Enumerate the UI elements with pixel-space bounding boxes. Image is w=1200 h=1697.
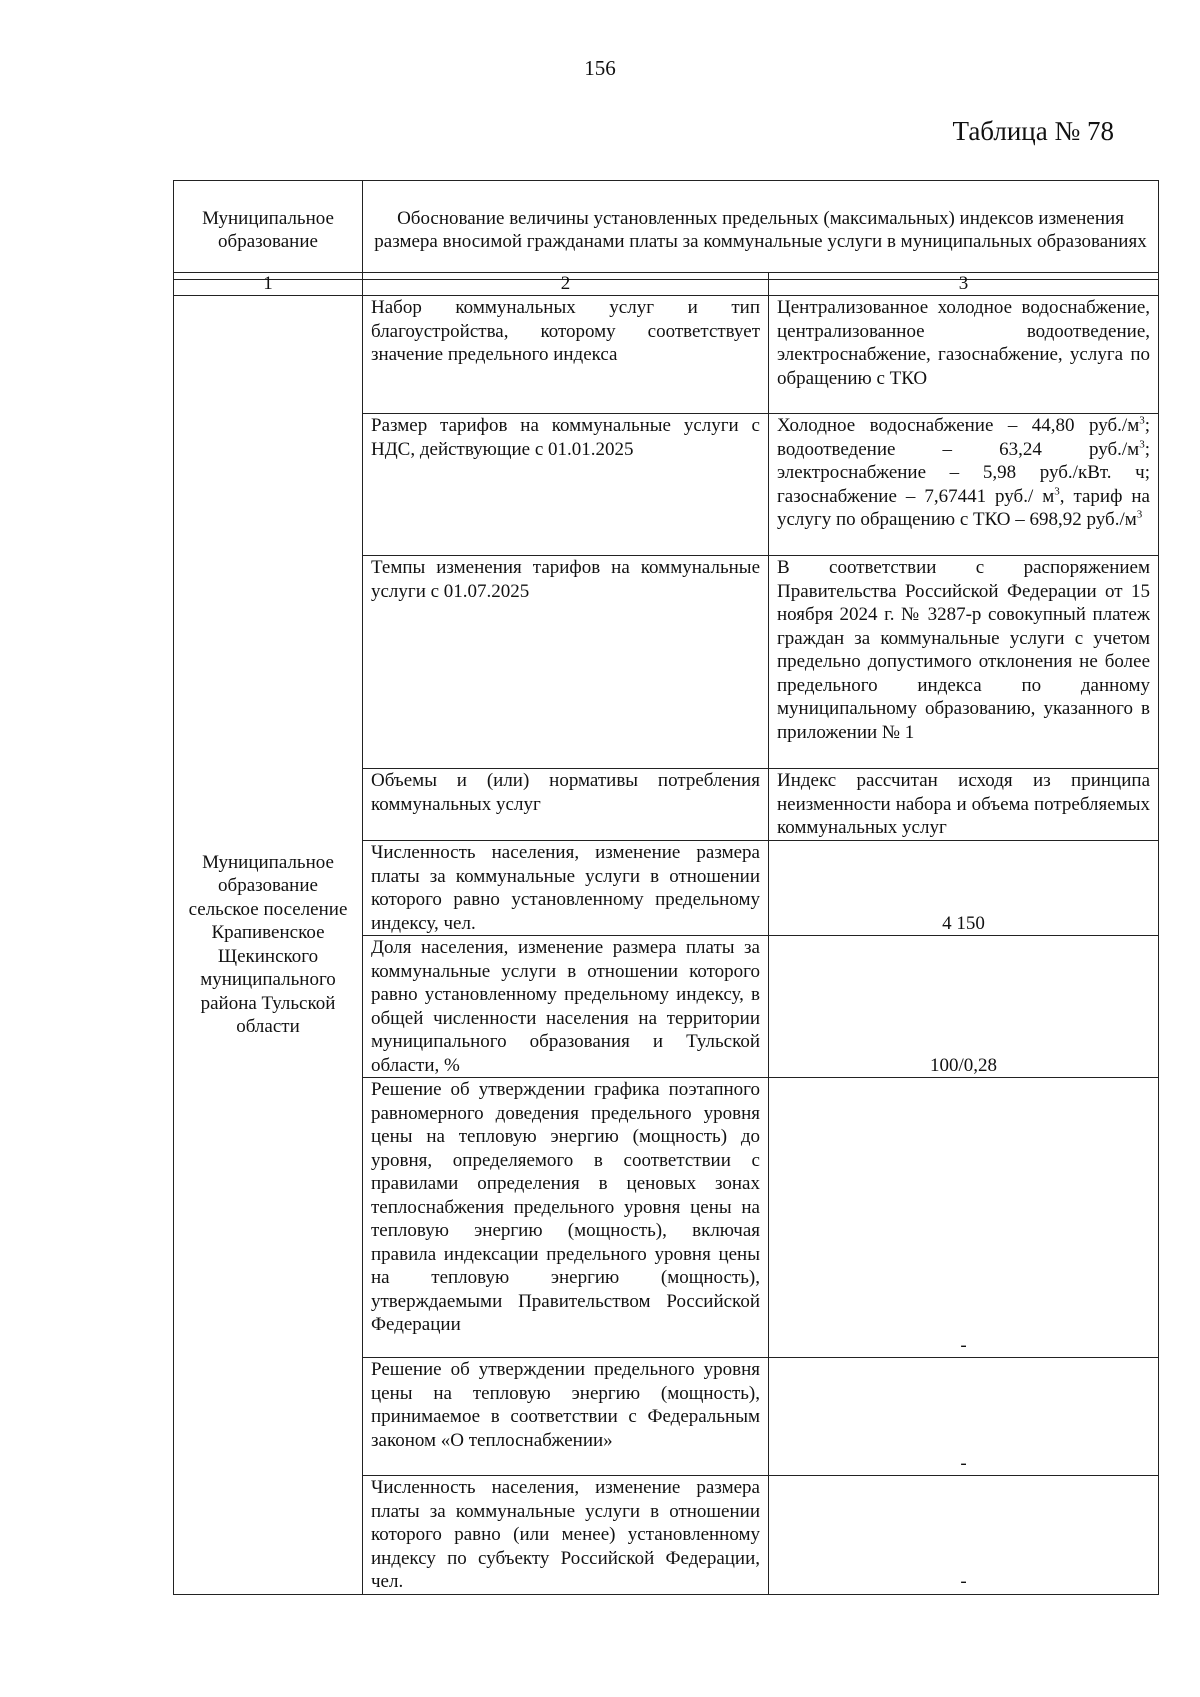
row-value: В соответствии с распоряжением Правительства Российской Федерации от 15 ноября 2024 г. № 3287-р совокупный платеж граждан за коммунальные услуги с учетом предельно допустимого отклонения не более предельного индекса по данному муниципальному образованию, указанного в приложении № 1 [769,556,1159,769]
column-number: 1 [174,273,363,296]
row-value: 100/0,28 [769,936,1159,1078]
page-number: 156 [584,56,616,80]
row-label: Размер тарифов на коммунальные услуги с НДС, действующие с 01.01.2025 [363,414,769,556]
row-value: - [769,1358,1159,1476]
row-value: - [769,1476,1159,1595]
header-row [174,181,1159,280]
column-number-row [174,273,1159,296]
table-row [174,296,1159,414]
row-label: Решение об утверждении предельного уровня цены на тепловую энергию (мощность), принимаемое в соответствии с Федеральным законом «О теплоснабжении» [363,1358,769,1476]
row-label: Численность населения, изменение размера платы за коммунальные услуги в отношении которого равно установленному предельному индексу, чел. [363,841,769,936]
main-table [173,272,1159,1595]
row-label: Темпы изменения тарифов на коммунальные услуги с 01.07.2025 [363,556,769,769]
header-table [173,180,1159,280]
row-label: Объемы и (или) нормативы потребления коммунальных услуг [363,769,769,841]
header-municipality: Муниципальное образование [174,181,363,280]
row-label: Набор коммунальных услуг и тип благоустройства, которому соответствует значение предельного индекса [363,296,769,414]
table-caption: Таблица № 78 [952,116,1114,146]
row-label: Решение об утверждении графика поэтапного равномерного доведения предельного уровня цены на тепловую энергию (мощность) до уровня, определяемого в соответствии с правилами определения в ценовых зонах теплоснабжения предельного уровня цены на тепловую энергию (мощность), включая правила индексации предельного уровня цены на тепловую энергию (мощность), утверждаемыми Правительством Российской Федерации [363,1078,769,1358]
row-value: Централизованное холодное водоснабжение, централизованное водоотведение, электроснабжение, газоснабжение, услуга по обращению с ТКО [769,296,1159,414]
row-value: 4 150 [769,841,1159,936]
row-value: Холодное водоснабжение – 44,80 $руб./м^3$; водоотведение – 63,24 $руб./м^3$; электроснабжение – 5,98 руб./кВт. ч; газоснабжение – 7,67441 руб./ $м^3$, тариф на услугу по обращению с ТКО – 698,92 $руб./м^3$ [769,414,1159,556]
column-number: 3 [769,273,1159,296]
municipality-cell: Муниципальное образование сельское поселение Крапивенское Щекинского муниципального района Тульской области [174,296,363,1595]
row-label: Численность населения, изменение размера платы за коммунальные услуги в отношении которого равно (или менее) установленному индексу по субъекту Российской Федерации, чел. [363,1476,769,1595]
row-value: Индекс рассчитан исходя из принципа неизменности набора и объема потребляемых коммунальных услуг [769,769,1159,841]
row-value: - [769,1078,1159,1358]
header-justification: Обоснование величины установленных предельных (максимальных) индексов изменения размера вносимой гражданами платы за коммунальные услуги в муниципальных образованиях [363,181,1159,280]
column-number: 2 [363,273,769,296]
row-label: Доля населения, изменение размера платы за коммунальные услуги в отношении которого равно установленному предельному индексу, в общей численности населения на территории муниципального образования и Тульской области, % [363,936,769,1078]
